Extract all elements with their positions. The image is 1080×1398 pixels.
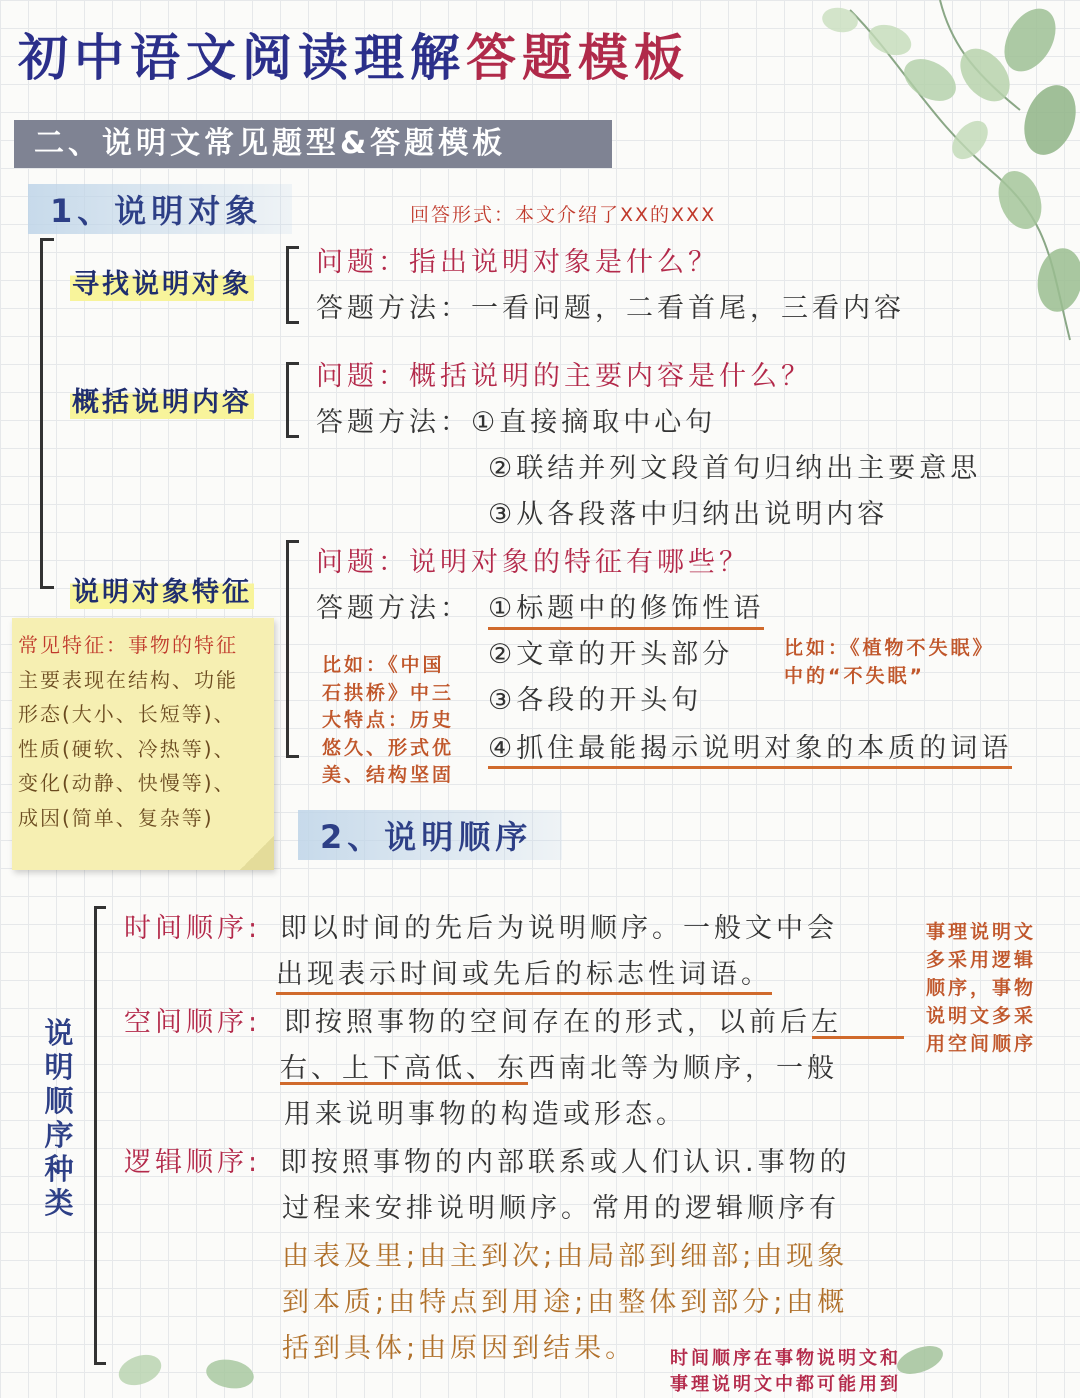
space-order-underline-2 [812, 1036, 904, 1039]
answer-form-note: 回答形式：本文介绍了XX的XXX [410, 204, 717, 226]
page-title [18, 18, 690, 90]
space-order-underline [280, 1082, 528, 1085]
sticky-line: 性质(硬软、冷热等)、 [18, 736, 236, 761]
space-order-line3: 用来说明事物的构造或形态。 [284, 1099, 687, 1130]
sticky-line: 成因(简单、复杂等) [18, 805, 214, 830]
side-note-line: 顺序，事物 [926, 977, 1037, 999]
method-summary-1: 答题方法：①直接摘取中心句 [316, 407, 717, 438]
bottom-note-line: 时间顺序在事物说明文和 [670, 1348, 901, 1369]
question-feature: 问题：说明对象的特征有哪些？ [316, 547, 750, 578]
section-banner: 二、说明文常见题型&答题模板 [14, 120, 612, 168]
side-note-line: 多采用逻辑 [926, 949, 1037, 971]
example-note-plants [784, 634, 995, 690]
method-feature-1: ①标题中的修饰性语 [488, 586, 764, 630]
logic-order-line2: 过程来安排说明顺序。常用的逻辑顺序有 [282, 1193, 840, 1224]
sticky-line: 主要表现在结构、功能 [18, 667, 238, 692]
leaf-decoration-bottom [100, 1330, 320, 1390]
time-order-line1: 即以时间的先后为说明顺序。一般文中会 [280, 913, 838, 944]
space-order-line1: 即按照事物的空间存在的形式，以前后左 [284, 1007, 842, 1038]
heading-explained-object: 1、说明对象 [28, 184, 292, 234]
example-line: 中的“不失眠” [784, 665, 925, 687]
sticky-curl [240, 836, 274, 870]
method-summary-3: ③从各段落中归纳出说明内容 [488, 499, 889, 530]
sticky-note-common-features [12, 618, 274, 870]
label-summary: 概括说明内容 [70, 380, 254, 419]
example-line: 比如：《中国 [322, 654, 445, 676]
main-bracket-top [40, 238, 54, 241]
bottom-note-time-order [670, 1346, 901, 1398]
label-time-order: 时间顺序: [124, 913, 262, 944]
side-note-line: 用空间顺序 [926, 1033, 1037, 1055]
method-find: 答题方法：一看问题，二看首尾，三看内容 [316, 293, 905, 324]
logic-order-line4: 到本质;由特点到用途;由整体到部分;由概 [282, 1287, 849, 1318]
example-line: 石拱桥》中三 [322, 681, 455, 704]
method-feature-3: ③各段的开头句 [488, 685, 703, 716]
question-summary: 问题：概括说明的主要内容是什么？ [316, 361, 812, 392]
title-part1: 初中语文阅读理解 [18, 29, 466, 87]
vertical-label-order-types: 说明顺序种类 [44, 1016, 74, 1220]
bracket-feature [286, 540, 299, 758]
label-space-order: 空间顺序: [124, 1007, 262, 1038]
example-line: 悠久、形式优 [322, 736, 455, 759]
side-note-line: 事理说明文 [926, 921, 1037, 943]
method-feature-prefix: 答题方法： [316, 593, 471, 624]
method-feature-4-text: ④抓住最能揭示说明对象的本质的词语 [488, 733, 1012, 769]
bracket-summary [286, 362, 299, 438]
label-find-object: 寻找说明对象 [70, 262, 254, 301]
logic-order-line3: 由表及里;由主到次;由局部到细部;由现象 [282, 1241, 849, 1272]
heading-explanation-order: 2、说明顺序 [298, 810, 562, 860]
time-order-line2-text: 出现表示时间或先后的标志性词语。 [276, 959, 772, 995]
logic-order-line1: 即按照事物的内部联系或人们认识.事物的 [280, 1147, 851, 1178]
example-line: 美、结构坚固 [322, 764, 455, 786]
order-bracket [94, 906, 97, 1364]
label-logic-order: 逻辑顺序: [124, 1147, 262, 1178]
space-order-line2: 右、上下高低、东西南北等为顺序，一般 [280, 1053, 838, 1084]
main-bracket-bottom [40, 586, 54, 589]
title-part2: 答题模板 [466, 29, 690, 87]
logic-order-line5: 括到具体;由原因到结果。 [282, 1333, 637, 1364]
side-note-line: 说明文多采 [926, 1005, 1037, 1027]
main-bracket [40, 238, 43, 588]
sticky-line: 常见特征：事物的特征 [18, 633, 238, 657]
method-feature-2: ②文章的开头部分 [488, 639, 734, 670]
sticky-line: 形态(大小、长短等)、 [18, 702, 236, 726]
label-feature: 说明对象特征 [70, 570, 254, 609]
example-note-bridge [322, 652, 454, 790]
example-line: 比如：《植物不失眠》 [784, 637, 995, 659]
sticky-line: 变化(动静、快慢等)、 [18, 771, 236, 795]
side-note-order-usage [926, 918, 1036, 1058]
method-summary-2: ②联结并列文段首句归纳出主要意思 [488, 453, 982, 484]
method-feature-4 [488, 726, 1012, 765]
bracket-find [286, 246, 299, 324]
bottom-note-line: 事理说明文中都可能用到 [670, 1374, 901, 1395]
question-find: 问题：指出说明对象是什么？ [316, 247, 719, 278]
order-bracket-top [94, 906, 106, 909]
leaf-decoration-bottom-right [880, 1340, 1000, 1390]
example-line: 大特点：历史 [322, 709, 455, 731]
time-order-line2 [276, 952, 772, 991]
